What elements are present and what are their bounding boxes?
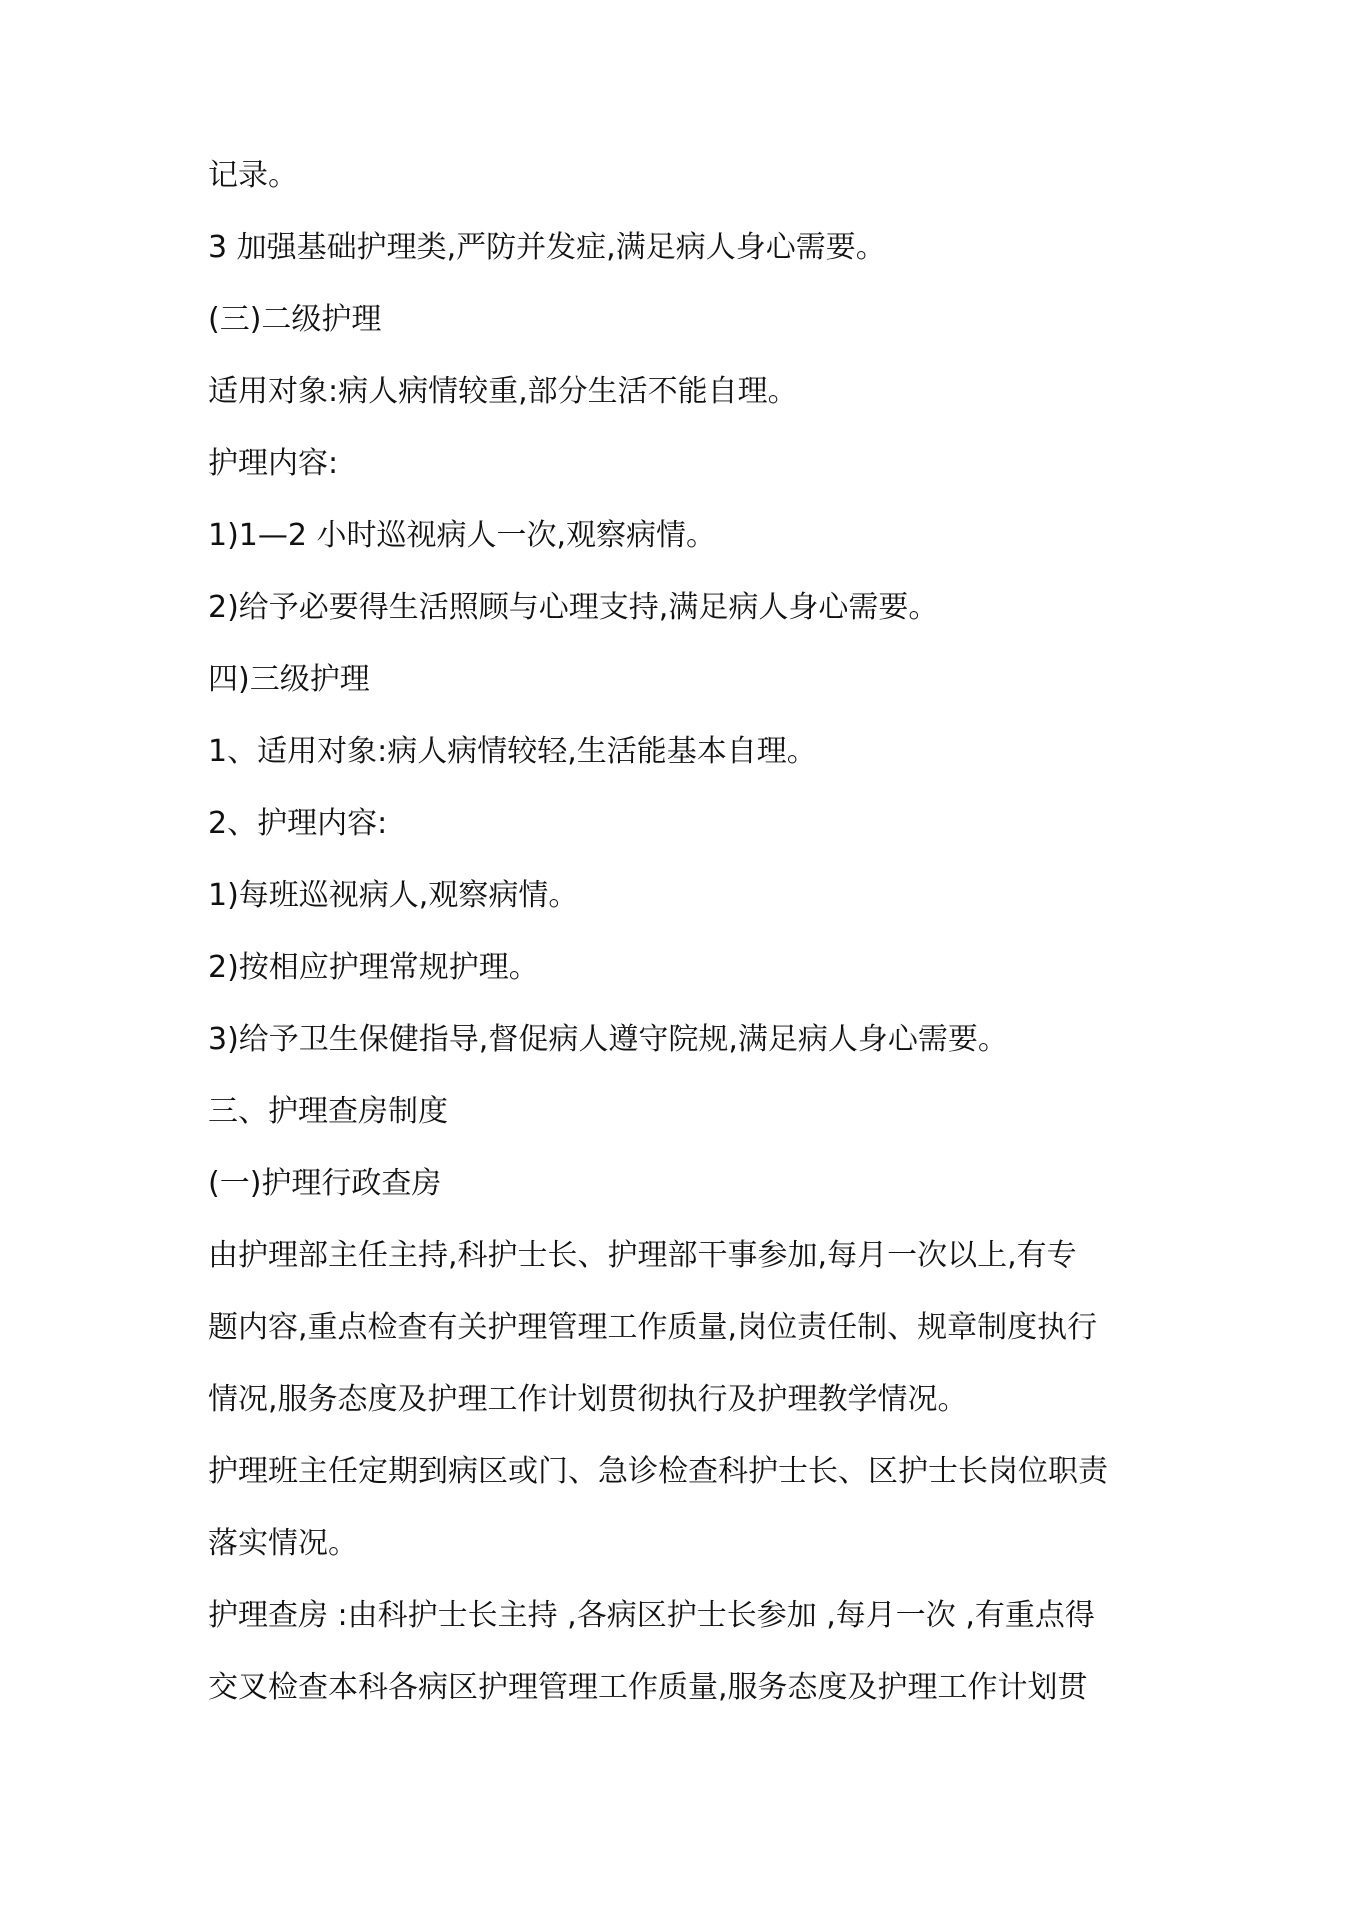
text-line: 1、适用对象:病人病情较轻,生活能基本自理。 [208, 734, 817, 769]
section-heading: (三)二级护理 [208, 302, 382, 337]
text-line: 2)给予必要得生活照顾与心理支持,满足病人身心需要。 [208, 590, 939, 625]
text-line: 护理班主任定期到病区或门、急诊检查科护士长、区护士长岗位职责 [208, 1454, 1108, 1489]
section-heading: 三、护理查房制度 [208, 1094, 448, 1129]
text-line: 情况,服务态度及护理工作计划贯彻执行及护理教学情况。 [208, 1382, 968, 1417]
text-line: 3)给予卫生保健指导,督促病人遵守院规,满足病人身心需要。 [208, 1022, 1008, 1057]
text-line: 护理查房 :由科护士长主持 ,各病区护士长参加 ,每月一次 ,有重点得 [208, 1598, 1095, 1633]
text-line: 记录。 [208, 158, 298, 193]
text-line: 题内容,重点检查有关护理管理工作质量,岗位责任制、规章制度执行 [208, 1310, 1098, 1345]
text-line: 3 加强基础护理类,严防并发症,满足病人身心需要。 [208, 230, 886, 265]
section-heading: 四)三级护理 [208, 662, 370, 697]
text-line: 由护理部主任主持,科护士长、护理部干事参加,每月一次以上,有专 [208, 1238, 1077, 1273]
text-line: 适用对象:病人病情较重,部分生活不能自理。 [208, 374, 798, 409]
text-line: 落实情况。 [208, 1526, 358, 1561]
text-line: 2)按相应护理常规护理。 [208, 950, 539, 985]
text-line: 1)1—2 小时巡视病人一次,观察病情。 [208, 518, 717, 553]
section-heading: (一)护理行政查房 [208, 1166, 442, 1201]
document-body [208, 140, 1168, 1724]
text-line: 护理内容: [208, 446, 339, 481]
text-line: 2、护理内容: [208, 806, 388, 841]
text-line: 交叉检查本科各病区护理管理工作质量,服务态度及护理工作计划贯 [208, 1670, 1088, 1705]
text-line: 1)每班巡视病人,观察病情。 [208, 878, 579, 913]
